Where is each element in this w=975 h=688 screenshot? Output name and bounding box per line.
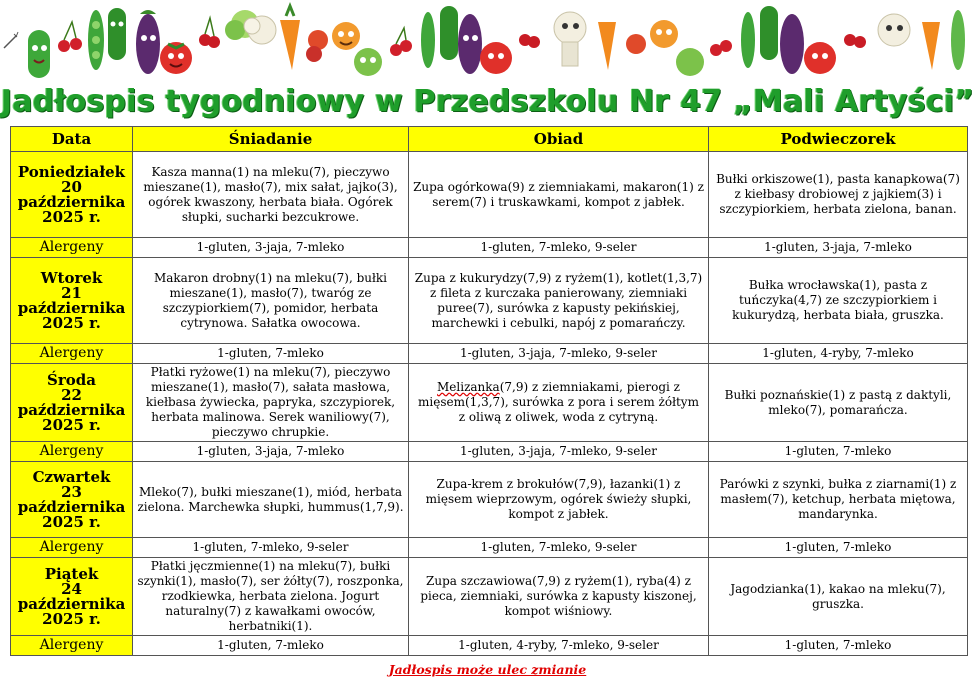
breakfast-cell: Makaron drobny(1) na mleku(7), bułki mieszane(1), masło(7), twaróg ze szczypiorkiem(7), pomidor, herbata cytrynowa. Sałatka owocowa. — [133, 258, 409, 344]
allergen-label: Alergeny — [11, 442, 133, 462]
allergen-row — [11, 538, 968, 558]
allergen-snack: 1-gluten, 7-mleko — [709, 636, 968, 656]
allergen-lunch: 1-gluten, 4-ryby, 7-mleko, 9-seler — [409, 636, 709, 656]
header-breakfast: Śniadanie — [133, 127, 409, 152]
allergen-lunch: 1-gluten, 3-jaja, 7-mleko, 9-seler — [409, 442, 709, 462]
date-year: 2025 r. — [42, 609, 101, 628]
allergen-lunch: 1-gluten, 7-mleko, 9-seler — [409, 538, 709, 558]
carrot-icon — [650, 20, 678, 48]
allergen-row — [11, 238, 968, 258]
eggplant-icon — [458, 14, 482, 74]
snack-cell: Parówki z szynki, bułka z ziarnami(1) z masłem(7), ketchup, herbata miętowa, mandarynka. — [709, 462, 968, 538]
allergen-snack: 1-gluten, 7-mleko — [709, 538, 968, 558]
menu-change-note: Jadłospis może ulec zmianie — [388, 662, 587, 677]
tomato-icon — [160, 42, 192, 74]
lunch-cell: Zupa z kukurydzy(7,9) z ryżem(1), kotlet(1,3,7) z fileta z kurczaka panierowany, ziemniaki puree(7), surówka z kapusty pekińskiej, marchewki i cebulki, napój z pomarańczy. — [409, 258, 709, 344]
vegetable-banner — [0, 0, 975, 82]
header-date: Data — [11, 127, 133, 152]
allergen-lunch: 1-gluten, 3-jaja, 7-mleko, 9-seler — [409, 344, 709, 364]
date-year: 2025 r. — [42, 415, 101, 434]
carrot-icon — [598, 22, 616, 70]
allergen-snack: 1-gluten, 3-jaja, 7-mleko — [709, 238, 968, 258]
pea-pod-icon — [421, 12, 435, 68]
header-snack: Podwieczorek — [709, 127, 968, 152]
date-month: października — [17, 497, 126, 516]
day-cell — [11, 462, 133, 538]
snack-cell: Bułki orkiszowe(1), pasta kanapkowa(7) z kiełbasy drobiowej z jajkiem(3) i szczypiorkiem, herbata zielona, banan. — [709, 152, 968, 238]
day-cell — [11, 152, 133, 238]
date-day: 24 — [61, 579, 82, 598]
table-header-row — [11, 127, 968, 152]
cherry-icon — [58, 22, 82, 52]
date-year: 2025 r. — [42, 313, 101, 332]
allergen-breakfast: 1-gluten, 7-mleko, 9-seler — [133, 538, 409, 558]
date-day: 23 — [61, 482, 82, 501]
apple-icon — [676, 48, 704, 76]
cherry-icon — [199, 18, 220, 48]
cauliflower-icon — [878, 14, 910, 46]
cherry-icon — [710, 40, 732, 56]
lunch-cell: Zupa ogórkowa(9) z ziemniakami, makaron(1) z serem(7) i truskawkami, kompot z jabłek. — [409, 152, 709, 238]
date-day: 20 — [61, 177, 82, 196]
carrot-icon — [922, 22, 940, 70]
allergen-label: Alergeny — [11, 238, 133, 258]
apple-icon — [306, 30, 328, 62]
cucumber-icon — [760, 6, 778, 60]
table-row — [11, 558, 968, 636]
date-month: października — [17, 594, 126, 613]
lunch-cell — [409, 364, 709, 442]
allergen-row — [11, 636, 968, 656]
vegetable-banner-art — [0, 0, 975, 82]
allergen-snack: 1-gluten, 7-mleko — [709, 442, 968, 462]
breakfast-cell: Mleko(7), bułki mieszane(1), miód, herbata zielona. Marchewka słupki, hummus(1,7,9). — [133, 462, 409, 538]
date-year: 2025 r. — [42, 207, 101, 226]
table-row — [11, 364, 968, 442]
breakfast-cell: Płatki ryżowe(1) na mleku(7), pieczywo mieszane(1), masło(7), sałata masłowa, kiełbasa żywiecka, papryka, szczypiorek, herbata malinowa. Serek waniliowy(7), pieczywo chrupkie. — [133, 364, 409, 442]
allergen-label: Alergeny — [11, 344, 133, 364]
carrot-icon — [332, 22, 360, 50]
date-month: października — [17, 298, 126, 317]
pea-pod-icon — [951, 10, 965, 70]
cherry-icon — [390, 28, 412, 56]
day-name: Środa — [47, 370, 96, 389]
date-day: 21 — [61, 283, 82, 302]
date-year: 2025 r. — [42, 512, 101, 531]
cauliflower-icon — [244, 16, 276, 44]
page-title: Jadłospis tygodniowy w Przedszkolu Nr 47 „Mali Artyści” — [0, 84, 975, 119]
allergen-breakfast: 1-gluten, 3-jaja, 7-mleko — [133, 442, 409, 462]
eggplant-icon — [780, 14, 804, 74]
allergen-row — [11, 344, 968, 364]
pea-pod-icon — [88, 10, 104, 70]
apple-icon — [626, 34, 646, 54]
eggplant-icon — [136, 10, 160, 74]
lunch-dish-rest: (7,9) z ziemniakami, pierogi z mięsem(1,3,7), surówka z pora i serem żółtym z oliwą z oliwek, woda z cytryną. — [418, 380, 699, 424]
table-row — [11, 152, 968, 238]
allergen-breakfast: 1-gluten, 7-mleko — [133, 636, 409, 656]
day-name: Czwartek — [32, 467, 111, 486]
snack-cell: Bułka wrocławska(1), pasta z tuńczyka(4,7) ze szczypiorkiem i kukurydzą, herbata biała, gruszka. — [709, 258, 968, 344]
breakfast-cell: Płatki jęczmienne(1) na mleku(7), bułki szynki(1), masło(7), ser żółty(7), roszponka, rzodkiewka, herbata zielona. Jogurt naturalny(7) z kawałkami owoców, herbatniki(1). — [133, 558, 409, 636]
lunch-dish-name: Melizanka — [437, 380, 500, 394]
allergen-breakfast: 1-gluten, 3-jaja, 7-mleko — [133, 238, 409, 258]
snack-cell: Jagodzianka(1), kakao na mleku(7), gruszka. — [709, 558, 968, 636]
allergen-lunch: 1-gluten, 7-mleko, 9-seler — [409, 238, 709, 258]
table-row — [11, 258, 968, 344]
date-day: 22 — [61, 385, 82, 404]
header-lunch: Obiad — [409, 127, 709, 152]
day-cell — [11, 364, 133, 442]
day-cell — [11, 558, 133, 636]
lunch-cell: Zupa-krem z brokułów(7,9), łazanki(1) z mięsem wieprzowym, ogórek świeży słupki, kompot z jabłek. — [409, 462, 709, 538]
allergen-breakfast: 1-gluten, 7-mleko — [133, 344, 409, 364]
tomato-icon — [480, 42, 512, 74]
day-name: Wtorek — [40, 268, 103, 287]
date-month: października — [17, 192, 126, 211]
cucumber-icon — [108, 8, 126, 60]
allergen-label: Alergeny — [11, 636, 133, 656]
allergen-label: Alergeny — [11, 538, 133, 558]
date-month: października — [17, 400, 126, 419]
cherry-icon — [844, 34, 866, 48]
pea-pod-icon — [741, 12, 755, 68]
cucumber-icon — [440, 6, 458, 60]
carrot-icon — [280, 6, 300, 70]
allergen-snack: 1-gluten, 4-ryby, 7-mleko — [709, 344, 968, 364]
lunch-cell: Zupa szczawiowa(7,9) z ryżem(1), ryba(4) z pieca, ziemniaki, surówka z kapusty kiszonej, kompot wiśniowy. — [409, 558, 709, 636]
allergen-row — [11, 442, 968, 462]
cucumber-icon — [28, 30, 50, 78]
apple-icon — [354, 48, 382, 76]
day-name: Poniedziałek — [17, 162, 126, 181]
breakfast-cell: Kasza manna(1) na mleku(7), pieczywo mieszane(1), masło(7), mix sałat, jajko(3), ogórek kwaszony, herbata biała. Ogórek słupki, sucharki bezcukrowe. — [133, 152, 409, 238]
cherry-icon — [519, 34, 540, 48]
wand-icon — [4, 32, 18, 48]
table-row — [11, 462, 968, 538]
snack-cell: Bułki poznańskie(1) z pastą z daktyli, mleko(7), pomarańcza. — [709, 364, 968, 442]
day-cell — [11, 258, 133, 344]
menu-table — [10, 126, 968, 656]
cauliflower-icon — [554, 12, 586, 66]
tomato-icon — [804, 42, 836, 74]
day-name: Piątek — [44, 564, 99, 583]
